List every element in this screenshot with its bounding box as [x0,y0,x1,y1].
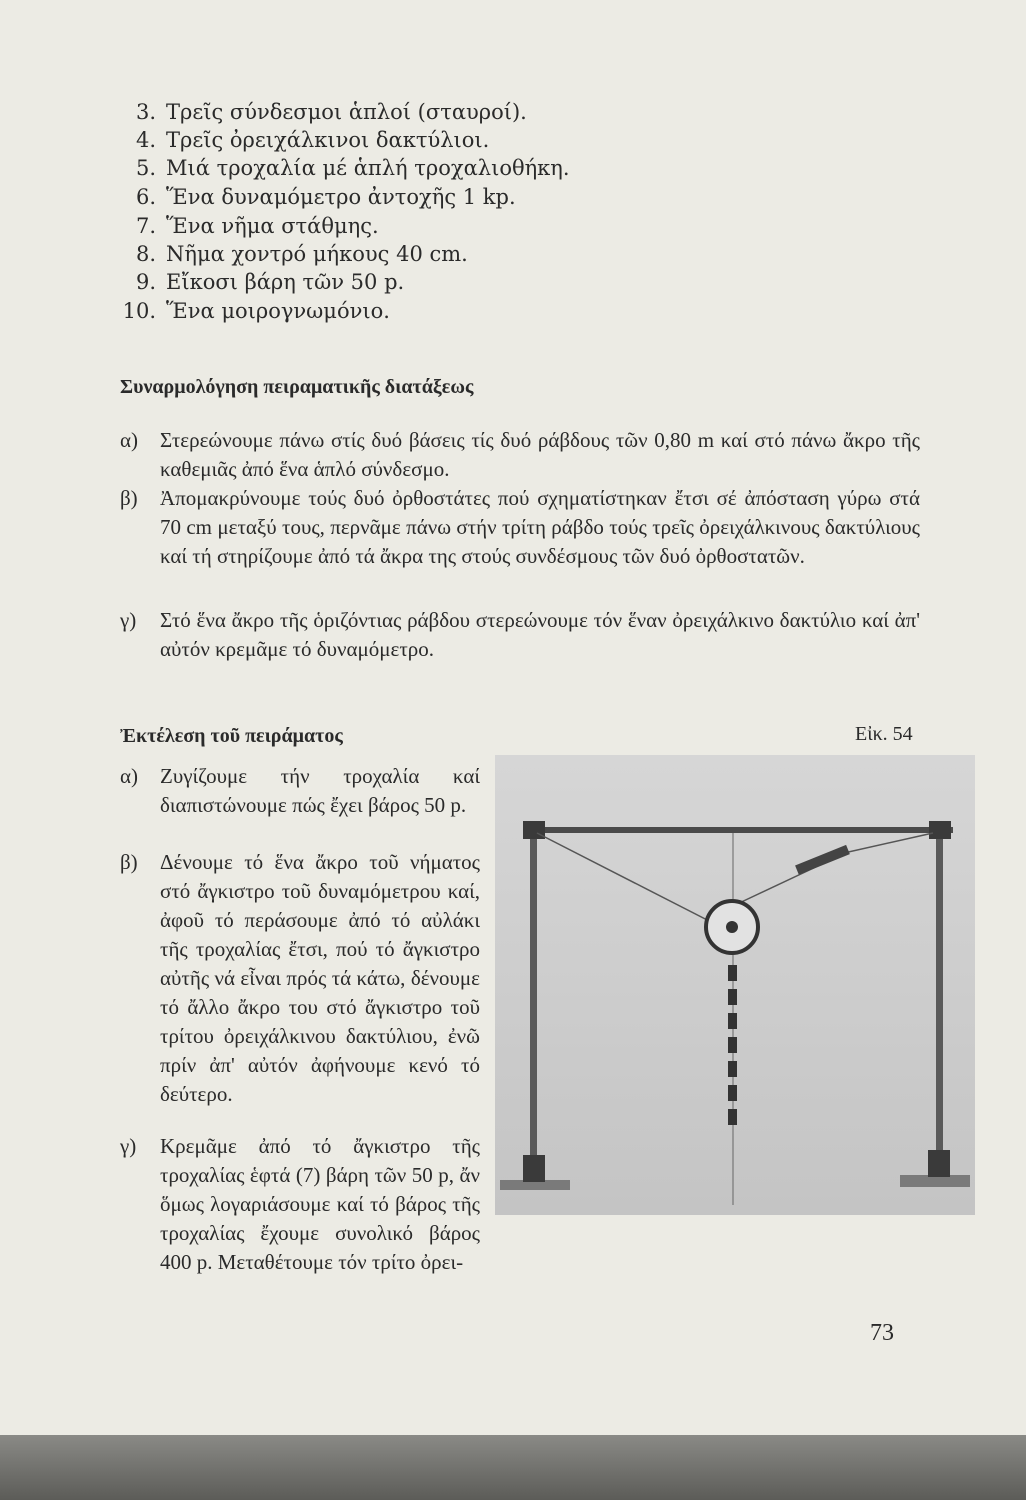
list-text: Ἕνα νῆμα στάθμης. [166,214,379,238]
list-number: 8. [135,242,156,266]
execution-step [120,1132,480,1277]
list-text: Μιά τροχαλία μέ ἁπλή τροχαλιοθήκη. [166,156,570,180]
right-connector [929,821,951,839]
list-text: Ἕνα δυναμόμετρο ἀντοχῆς 1 kp. [166,185,516,209]
list-item [120,297,390,325]
assembly-step [120,484,920,571]
scan-bottom-edge [0,1435,1026,1500]
execution-step [120,848,480,1109]
weight [728,1085,737,1101]
list-text: Τρεῖς σύνδεσμοι ἁπλοί (σταυροί). [166,100,527,124]
assembly-step [120,426,920,484]
weight [728,1061,737,1077]
step-marker: β) [120,486,138,510]
pulley-apparatus-photo [495,755,975,1215]
list-number: 7. [135,214,156,238]
step-marker: α) [120,428,138,452]
list-item [120,240,468,268]
list-text: Νῆμα χοντρό μήκους 40 cm. [166,242,468,266]
figure-label: Εἰκ. 54 [855,723,913,745]
right-base-clamp [928,1150,950,1177]
photo-background [495,755,975,1215]
list-number: 5. [135,156,156,180]
list-number: 10. [122,299,156,323]
list-number: 4. [135,128,156,152]
pulley-axle [726,921,738,933]
step-text: Στό ἕνα ἄκρο τῆς ὁριζόντιας ράβδου στερεώνουμε τόν ἕναν ὀρειχάλκινο δακτύλιο καί ἀπ' αὐτόν κρεμᾶμε τό δυναμόμετρο. [160,608,920,661]
step-marker: α) [120,764,138,788]
section-heading-execution: Ἐκτέλεση τοῦ πειράματος [120,725,343,747]
list-text: Τρεῖς ὀρειχάλκινοι δακτύλιοι. [166,128,490,152]
list-item [120,154,570,182]
weight [728,1109,737,1125]
horizontal-rod [523,827,953,833]
list-number: 9. [135,270,156,294]
assembly-step [120,606,920,664]
weight [728,1013,737,1029]
step-marker: γ) [120,1134,137,1158]
list-item [120,98,527,126]
weight [728,989,737,1005]
weight [728,965,737,981]
list-item [120,183,516,211]
list-text: Ἕνα μοιρογνωμόνιο. [166,299,390,323]
page-number: 73 [870,1320,894,1346]
execution-step [120,762,480,820]
step-marker: γ) [120,608,137,632]
left-base-clamp [523,1155,545,1182]
step-text: Κρεμᾶμε ἀπό τό ἄγκιστρο τῆς τροχαλίας ἑφτά (7) βάρη τῶν 50 p, ἄν ὅμως λογαριάσουμε καί τό βάρος τῆς τροχαλίας ἔχουμε συνολικό βάρος 400 p. Μεταθέτουμε τόν τρίτο ὀρει- [160,1134,480,1274]
left-upright-rod [530,825,537,1165]
list-item [120,212,379,240]
list-text: Εἴκοσι βάρη τῶν 50 p. [166,270,405,294]
section-heading-assembly: Συναρμολόγηση πειραματικῆς διατάξεως [120,376,474,398]
list-number: 3. [135,100,156,124]
list-number: 6. [135,185,156,209]
step-text: Ἀπομακρύνουμε τούς δυό ὀρθοστάτες πού σχηματίστηκαν ἔτσι σέ ἀπόσταση γύρω στά 70 cm μεταξύ τους, περνᾶμε πάνω στήν τρίτη ράβδο τούς τρεῖς ὀρειχάλκινους δακτύλιους καί τή στηρίζουμε ἀπό τά ἄκρα της στούς συνδέσμους τῶν δυό ὀρθοστατῶν. [160,486,920,568]
list-item [120,126,489,154]
weight [728,1037,737,1053]
step-text: Δένουμε τό ἕνα ἄκρο τοῦ νήματος στό ἄγκιστρο τοῦ δυναμόμετρου καί, ἀφοῦ τό περάσουμε ἀπό τό αὐλάκι τῆς τροχαλίας ἔτσι, πού τό ἄγκιστρο αὐτῆς νά εἶναι πρός τά κάτω, δένουμε τό ἄλλο ἄκρο του στό ἄγκιστρο τοῦ τρίτου ὀρειχάλκινου δακτύλιου, ἐνῶ πρίν ἀπ' αὐτόν ἀφήνουμε κενό τό δεύτερο. [160,850,480,1106]
step-marker: β) [120,850,138,874]
list-item [120,268,404,296]
apparatus-illustration [495,755,975,1215]
right-upright-rod [936,825,943,1165]
step-text: Στερεώνουμε πάνω στίς δυό βάσεις τίς δυό ράβδους τῶν 0,80 m καί στό πάνω ἄκρο τῆς καθεμιᾶς ἀπό ἕνα ἁπλό σύνδεσμο. [160,428,920,481]
left-connector [523,821,545,839]
step-text: Ζυγίζουμε τήν τροχαλία καί διαπιστώνουμε πώς ἔχει βάρος 50 p. [160,764,480,817]
